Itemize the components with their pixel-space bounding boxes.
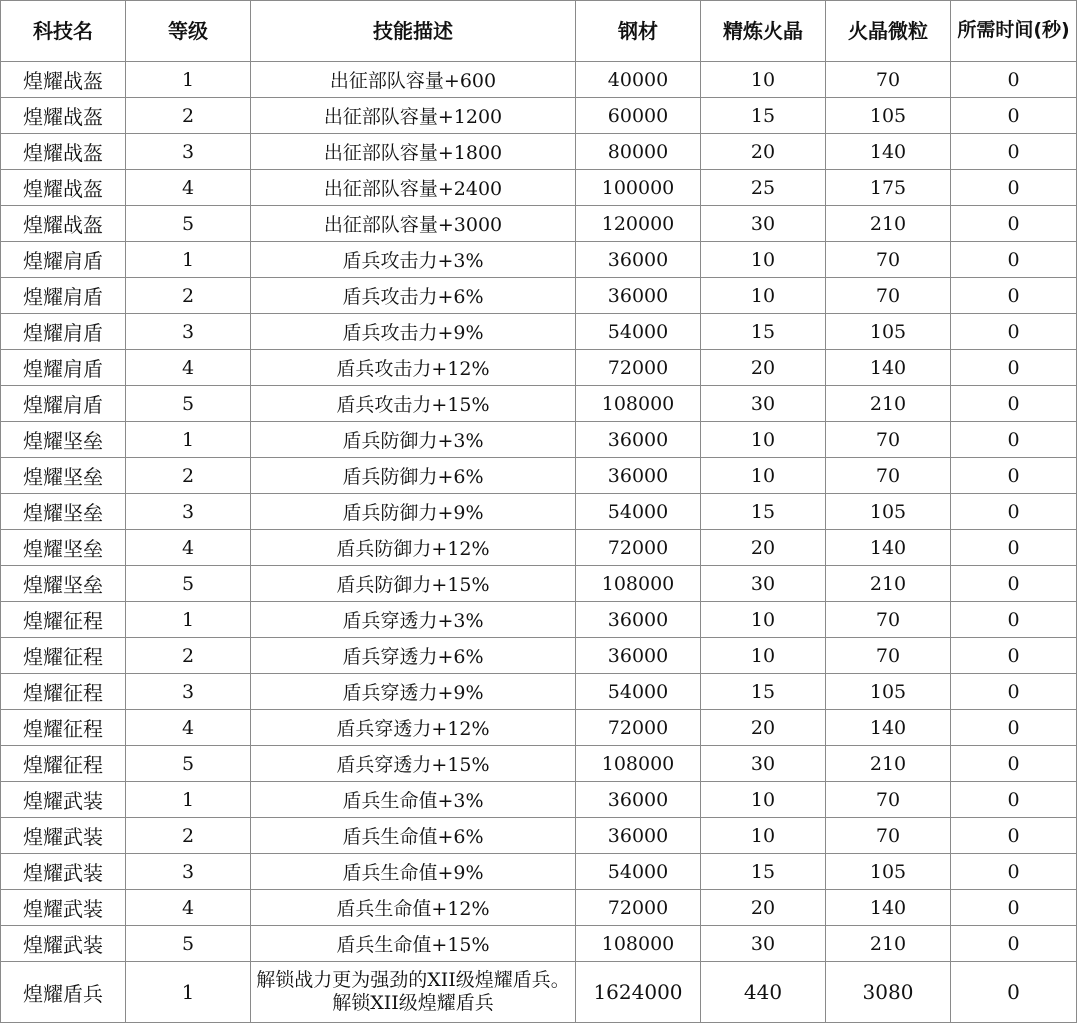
cell-steel: 108000 bbox=[576, 566, 701, 602]
cell-description: 盾兵攻击力+9% bbox=[251, 314, 576, 350]
cell-level: 1 bbox=[126, 62, 251, 98]
cell-tech-name: 煌耀征程 bbox=[1, 638, 126, 674]
cell-steel: 40000 bbox=[576, 62, 701, 98]
cell-fire-crystal-shard: 210 bbox=[826, 926, 951, 962]
cell-refined-fire-crystal: 440 bbox=[701, 962, 826, 1023]
cell-description: 盾兵生命值+12% bbox=[251, 890, 576, 926]
cell-steel: 54000 bbox=[576, 494, 701, 530]
cell-level: 5 bbox=[126, 746, 251, 782]
cell-steel: 108000 bbox=[576, 746, 701, 782]
cell-refined-fire-crystal: 20 bbox=[701, 710, 826, 746]
cell-description: 盾兵防御力+3% bbox=[251, 422, 576, 458]
cell-steel: 54000 bbox=[576, 314, 701, 350]
cell-tech-name: 煌耀战盔 bbox=[1, 206, 126, 242]
table-row bbox=[1, 314, 1077, 350]
cell-description: 盾兵穿透力+6% bbox=[251, 638, 576, 674]
cell-fire-crystal-shard: 70 bbox=[826, 602, 951, 638]
cell-fire-crystal-shard: 175 bbox=[826, 170, 951, 206]
cell-tech-name: 煌耀征程 bbox=[1, 602, 126, 638]
cell-refined-fire-crystal: 30 bbox=[701, 206, 826, 242]
header-skill-description: 技能描述 bbox=[251, 1, 576, 62]
cell-description: 盾兵生命值+6% bbox=[251, 818, 576, 854]
cell-steel: 36000 bbox=[576, 458, 701, 494]
cell-steel: 1624000 bbox=[576, 962, 701, 1023]
cell-fire-crystal-shard: 210 bbox=[826, 566, 951, 602]
cell-level: 3 bbox=[126, 494, 251, 530]
cell-level: 1 bbox=[126, 242, 251, 278]
cell-level: 5 bbox=[126, 926, 251, 962]
cell-tech-name: 煌耀征程 bbox=[1, 710, 126, 746]
cell-refined-fire-crystal: 15 bbox=[701, 854, 826, 890]
cell-description: 解锁战力更为强劲的XII级煌耀盾兵。 解锁XII级煌耀盾兵 bbox=[251, 962, 576, 1023]
cell-time: 0 bbox=[951, 494, 1077, 530]
table-row bbox=[1, 134, 1077, 170]
cell-refined-fire-crystal: 10 bbox=[701, 638, 826, 674]
cell-time: 0 bbox=[951, 854, 1077, 890]
cell-steel: 60000 bbox=[576, 98, 701, 134]
cell-fire-crystal-shard: 210 bbox=[826, 206, 951, 242]
cell-fire-crystal-shard: 70 bbox=[826, 458, 951, 494]
cell-time: 0 bbox=[951, 422, 1077, 458]
cell-refined-fire-crystal: 10 bbox=[701, 242, 826, 278]
cell-time: 0 bbox=[951, 818, 1077, 854]
cell-level: 2 bbox=[126, 98, 251, 134]
cell-fire-crystal-shard: 210 bbox=[826, 386, 951, 422]
cell-steel: 54000 bbox=[576, 854, 701, 890]
cell-fire-crystal-shard: 70 bbox=[826, 278, 951, 314]
cell-fire-crystal-shard: 140 bbox=[826, 350, 951, 386]
cell-time: 0 bbox=[951, 62, 1077, 98]
cell-refined-fire-crystal: 10 bbox=[701, 782, 826, 818]
cell-time: 0 bbox=[951, 962, 1077, 1023]
cell-time: 0 bbox=[951, 638, 1077, 674]
table-row bbox=[1, 278, 1077, 314]
cell-refined-fire-crystal: 15 bbox=[701, 314, 826, 350]
cell-fire-crystal-shard: 105 bbox=[826, 314, 951, 350]
cell-fire-crystal-shard: 70 bbox=[826, 242, 951, 278]
cell-tech-name: 煌耀武装 bbox=[1, 926, 126, 962]
cell-tech-name: 煌耀征程 bbox=[1, 674, 126, 710]
table-body bbox=[1, 62, 1077, 1023]
cell-time: 0 bbox=[951, 890, 1077, 926]
cell-fire-crystal-shard: 210 bbox=[826, 746, 951, 782]
cell-level: 4 bbox=[126, 890, 251, 926]
cell-description: 盾兵防御力+6% bbox=[251, 458, 576, 494]
cell-steel: 36000 bbox=[576, 782, 701, 818]
cell-time: 0 bbox=[951, 710, 1077, 746]
cell-description: 出征部队容量+1800 bbox=[251, 134, 576, 170]
table-row bbox=[1, 62, 1077, 98]
cell-description: 盾兵防御力+9% bbox=[251, 494, 576, 530]
cell-time: 0 bbox=[951, 530, 1077, 566]
cell-fire-crystal-shard: 70 bbox=[826, 638, 951, 674]
table-row bbox=[1, 566, 1077, 602]
header-steel: 钢材 bbox=[576, 1, 701, 62]
cell-level: 4 bbox=[126, 350, 251, 386]
cell-tech-name: 煌耀坚垒 bbox=[1, 494, 126, 530]
cell-time: 0 bbox=[951, 386, 1077, 422]
cell-description: 盾兵生命值+9% bbox=[251, 854, 576, 890]
cell-time: 0 bbox=[951, 458, 1077, 494]
cell-time: 0 bbox=[951, 674, 1077, 710]
cell-steel: 108000 bbox=[576, 386, 701, 422]
cell-tech-name: 煌耀肩盾 bbox=[1, 350, 126, 386]
cell-time: 0 bbox=[951, 746, 1077, 782]
cell-time: 0 bbox=[951, 170, 1077, 206]
cell-level: 1 bbox=[126, 602, 251, 638]
cell-refined-fire-crystal: 10 bbox=[701, 458, 826, 494]
table-row bbox=[1, 458, 1077, 494]
cell-refined-fire-crystal: 20 bbox=[701, 530, 826, 566]
cell-refined-fire-crystal: 30 bbox=[701, 386, 826, 422]
cell-steel: 54000 bbox=[576, 674, 701, 710]
cell-level: 3 bbox=[126, 854, 251, 890]
cell-steel: 36000 bbox=[576, 818, 701, 854]
cell-tech-name: 煌耀肩盾 bbox=[1, 278, 126, 314]
table-row bbox=[1, 674, 1077, 710]
cell-refined-fire-crystal: 10 bbox=[701, 422, 826, 458]
cell-steel: 36000 bbox=[576, 278, 701, 314]
header-row bbox=[1, 1, 1077, 62]
cell-tech-name: 煌耀盾兵 bbox=[1, 962, 126, 1023]
cell-level: 2 bbox=[126, 818, 251, 854]
cell-fire-crystal-shard: 140 bbox=[826, 134, 951, 170]
table-row bbox=[1, 890, 1077, 926]
cell-fire-crystal-shard: 105 bbox=[826, 494, 951, 530]
cell-tech-name: 煌耀坚垒 bbox=[1, 458, 126, 494]
cell-refined-fire-crystal: 20 bbox=[701, 890, 826, 926]
cell-steel: 108000 bbox=[576, 926, 701, 962]
cell-refined-fire-crystal: 30 bbox=[701, 746, 826, 782]
cell-time: 0 bbox=[951, 350, 1077, 386]
cell-description: 盾兵穿透力+12% bbox=[251, 710, 576, 746]
header-fire-crystal-shard: 火晶微粒 bbox=[826, 1, 951, 62]
table-row bbox=[1, 782, 1077, 818]
cell-level: 2 bbox=[126, 638, 251, 674]
cell-description: 盾兵生命值+3% bbox=[251, 782, 576, 818]
table-row bbox=[1, 854, 1077, 890]
cell-level: 4 bbox=[126, 530, 251, 566]
cell-fire-crystal-shard: 105 bbox=[826, 854, 951, 890]
cell-steel: 72000 bbox=[576, 530, 701, 566]
cell-fire-crystal-shard: 3080 bbox=[826, 962, 951, 1023]
cell-tech-name: 煌耀武装 bbox=[1, 818, 126, 854]
cell-description: 盾兵穿透力+15% bbox=[251, 746, 576, 782]
cell-level: 5 bbox=[126, 206, 251, 242]
cell-time: 0 bbox=[951, 566, 1077, 602]
cell-level: 4 bbox=[126, 710, 251, 746]
table-row bbox=[1, 206, 1077, 242]
cell-refined-fire-crystal: 30 bbox=[701, 926, 826, 962]
table-row bbox=[1, 98, 1077, 134]
header-time-required: 所需时间(秒) bbox=[951, 1, 1077, 62]
cell-level: 5 bbox=[126, 566, 251, 602]
header-refined-fire-crystal: 精炼火晶 bbox=[701, 1, 826, 62]
table-row bbox=[1, 638, 1077, 674]
cell-tech-name: 煌耀战盔 bbox=[1, 170, 126, 206]
cell-steel: 72000 bbox=[576, 710, 701, 746]
cell-level: 4 bbox=[126, 170, 251, 206]
table-row bbox=[1, 530, 1077, 566]
cell-tech-name: 煌耀战盔 bbox=[1, 134, 126, 170]
table-row bbox=[1, 710, 1077, 746]
cell-fire-crystal-shard: 70 bbox=[826, 782, 951, 818]
cell-fire-crystal-shard: 140 bbox=[826, 890, 951, 926]
cell-level: 3 bbox=[126, 314, 251, 350]
cell-steel: 72000 bbox=[576, 350, 701, 386]
cell-refined-fire-crystal: 15 bbox=[701, 494, 826, 530]
cell-refined-fire-crystal: 10 bbox=[701, 62, 826, 98]
cell-tech-name: 煌耀坚垒 bbox=[1, 566, 126, 602]
table-row bbox=[1, 926, 1077, 962]
cell-time: 0 bbox=[951, 926, 1077, 962]
cell-refined-fire-crystal: 20 bbox=[701, 134, 826, 170]
cell-tech-name: 煌耀战盔 bbox=[1, 62, 126, 98]
cell-description: 出征部队容量+2400 bbox=[251, 170, 576, 206]
cell-refined-fire-crystal: 15 bbox=[701, 674, 826, 710]
table-row bbox=[1, 242, 1077, 278]
cell-description: 盾兵攻击力+12% bbox=[251, 350, 576, 386]
cell-description: 盾兵防御力+15% bbox=[251, 566, 576, 602]
header-tech-name: 科技名 bbox=[1, 1, 126, 62]
cell-steel: 100000 bbox=[576, 170, 701, 206]
cell-tech-name: 煌耀战盔 bbox=[1, 98, 126, 134]
cell-level: 2 bbox=[126, 278, 251, 314]
cell-tech-name: 煌耀武装 bbox=[1, 854, 126, 890]
table-row bbox=[1, 170, 1077, 206]
cell-level: 2 bbox=[126, 458, 251, 494]
cell-description: 盾兵穿透力+9% bbox=[251, 674, 576, 710]
cell-tech-name: 煌耀征程 bbox=[1, 746, 126, 782]
cell-time: 0 bbox=[951, 98, 1077, 134]
cell-tech-name: 煌耀肩盾 bbox=[1, 386, 126, 422]
cell-description: 盾兵攻击力+6% bbox=[251, 278, 576, 314]
cell-refined-fire-crystal: 10 bbox=[701, 818, 826, 854]
cell-level: 3 bbox=[126, 134, 251, 170]
cell-level: 1 bbox=[126, 782, 251, 818]
cell-description: 盾兵防御力+12% bbox=[251, 530, 576, 566]
table-row bbox=[1, 494, 1077, 530]
cell-time: 0 bbox=[951, 314, 1077, 350]
cell-description: 出征部队容量+1200 bbox=[251, 98, 576, 134]
cell-steel: 72000 bbox=[576, 890, 701, 926]
cell-steel: 36000 bbox=[576, 638, 701, 674]
cell-refined-fire-crystal: 30 bbox=[701, 566, 826, 602]
cell-time: 0 bbox=[951, 782, 1077, 818]
cell-description: 盾兵攻击力+3% bbox=[251, 242, 576, 278]
cell-level: 3 bbox=[126, 674, 251, 710]
cell-fire-crystal-shard: 140 bbox=[826, 710, 951, 746]
cell-fire-crystal-shard: 140 bbox=[826, 530, 951, 566]
table-row bbox=[1, 818, 1077, 854]
cell-description: 盾兵生命值+15% bbox=[251, 926, 576, 962]
header-level: 等级 bbox=[126, 1, 251, 62]
cell-time: 0 bbox=[951, 206, 1077, 242]
cell-refined-fire-crystal: 10 bbox=[701, 278, 826, 314]
cell-level: 1 bbox=[126, 962, 251, 1023]
cell-time: 0 bbox=[951, 134, 1077, 170]
cell-time: 0 bbox=[951, 242, 1077, 278]
cell-description: 盾兵穿透力+3% bbox=[251, 602, 576, 638]
cell-refined-fire-crystal: 25 bbox=[701, 170, 826, 206]
cell-steel: 36000 bbox=[576, 422, 701, 458]
table-row bbox=[1, 746, 1077, 782]
cell-tech-name: 煌耀坚垒 bbox=[1, 422, 126, 458]
cell-level: 1 bbox=[126, 422, 251, 458]
cell-description: 出征部队容量+600 bbox=[251, 62, 576, 98]
cell-steel: 36000 bbox=[576, 242, 701, 278]
cell-refined-fire-crystal: 10 bbox=[701, 602, 826, 638]
cell-level: 5 bbox=[126, 386, 251, 422]
cell-refined-fire-crystal: 20 bbox=[701, 350, 826, 386]
table-row bbox=[1, 350, 1077, 386]
cell-tech-name: 煌耀武装 bbox=[1, 782, 126, 818]
cell-tech-name: 煌耀坚垒 bbox=[1, 530, 126, 566]
cell-description: 出征部队容量+3000 bbox=[251, 206, 576, 242]
cell-tech-name: 煌耀肩盾 bbox=[1, 242, 126, 278]
cell-time: 0 bbox=[951, 602, 1077, 638]
table-row bbox=[1, 386, 1077, 422]
table-row bbox=[1, 422, 1077, 458]
cell-steel: 36000 bbox=[576, 602, 701, 638]
cell-time: 0 bbox=[951, 278, 1077, 314]
cell-fire-crystal-shard: 105 bbox=[826, 674, 951, 710]
table-row bbox=[1, 962, 1077, 1023]
cell-fire-crystal-shard: 105 bbox=[826, 98, 951, 134]
cell-steel: 80000 bbox=[576, 134, 701, 170]
cell-refined-fire-crystal: 15 bbox=[701, 98, 826, 134]
cell-tech-name: 煌耀肩盾 bbox=[1, 314, 126, 350]
cell-fire-crystal-shard: 70 bbox=[826, 62, 951, 98]
cell-steel: 120000 bbox=[576, 206, 701, 242]
cell-fire-crystal-shard: 70 bbox=[826, 422, 951, 458]
cell-fire-crystal-shard: 70 bbox=[826, 818, 951, 854]
cell-tech-name: 煌耀武装 bbox=[1, 890, 126, 926]
cell-description: 盾兵攻击力+15% bbox=[251, 386, 576, 422]
table-row bbox=[1, 602, 1077, 638]
